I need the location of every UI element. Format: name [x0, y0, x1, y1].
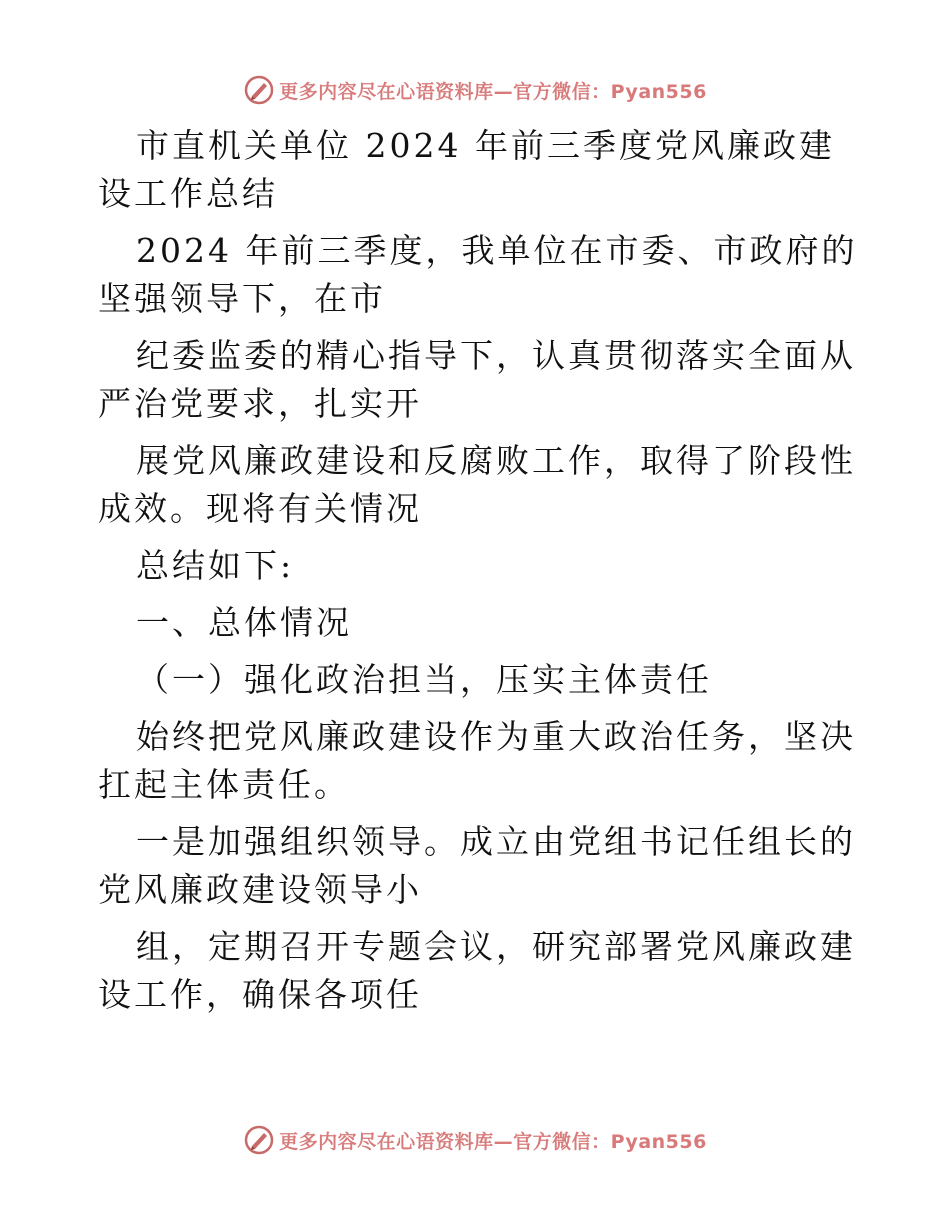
document-body [98, 122, 858, 1028]
paragraph: 2024 年前三季度，我单位在市委、市政府的坚强领导下，在市 [98, 231, 858, 318]
footer-watermark-banner [0, 1120, 950, 1160]
paragraph: 展党风廉政建设和反腐败工作，取得了阶段性成效。现将有关情况 [98, 441, 856, 528]
paragraph: 组，定期召开专题会议，研究部署党风廉政建设工作，确保各项任 [98, 927, 856, 1014]
header-watermark-banner [0, 70, 950, 110]
header-watermark-text: 更多内容尽在心语资料库—官方微信：Pyan556 [279, 80, 707, 103]
pen-logo-icon [243, 74, 275, 106]
paragraph: 纪委监委的精心指导下，认真贯彻落实全面从严治党要求，扎实开 [98, 336, 856, 423]
section-heading: 一、总体情况 [136, 603, 352, 642]
paragraph: 始终把党风廉政建设作为重大政治任务，坚决扛起主体责任。 [98, 717, 856, 804]
footer-watermark-text: 更多内容尽在心语资料库—官方微信：Pyan556 [279, 1130, 707, 1153]
paragraph: 总结如下: [136, 546, 295, 585]
subsection-heading: （一）强化政治担当，压实主体责任 [136, 660, 712, 699]
pen-logo-icon [243, 1124, 275, 1156]
paragraph: 一是加强组织领导。成立由党组书记任组长的党风廉政建设领导小 [98, 822, 856, 909]
document-title: 市直机关单位 2024 年前三季度党风廉政建设工作总结 [98, 126, 835, 213]
